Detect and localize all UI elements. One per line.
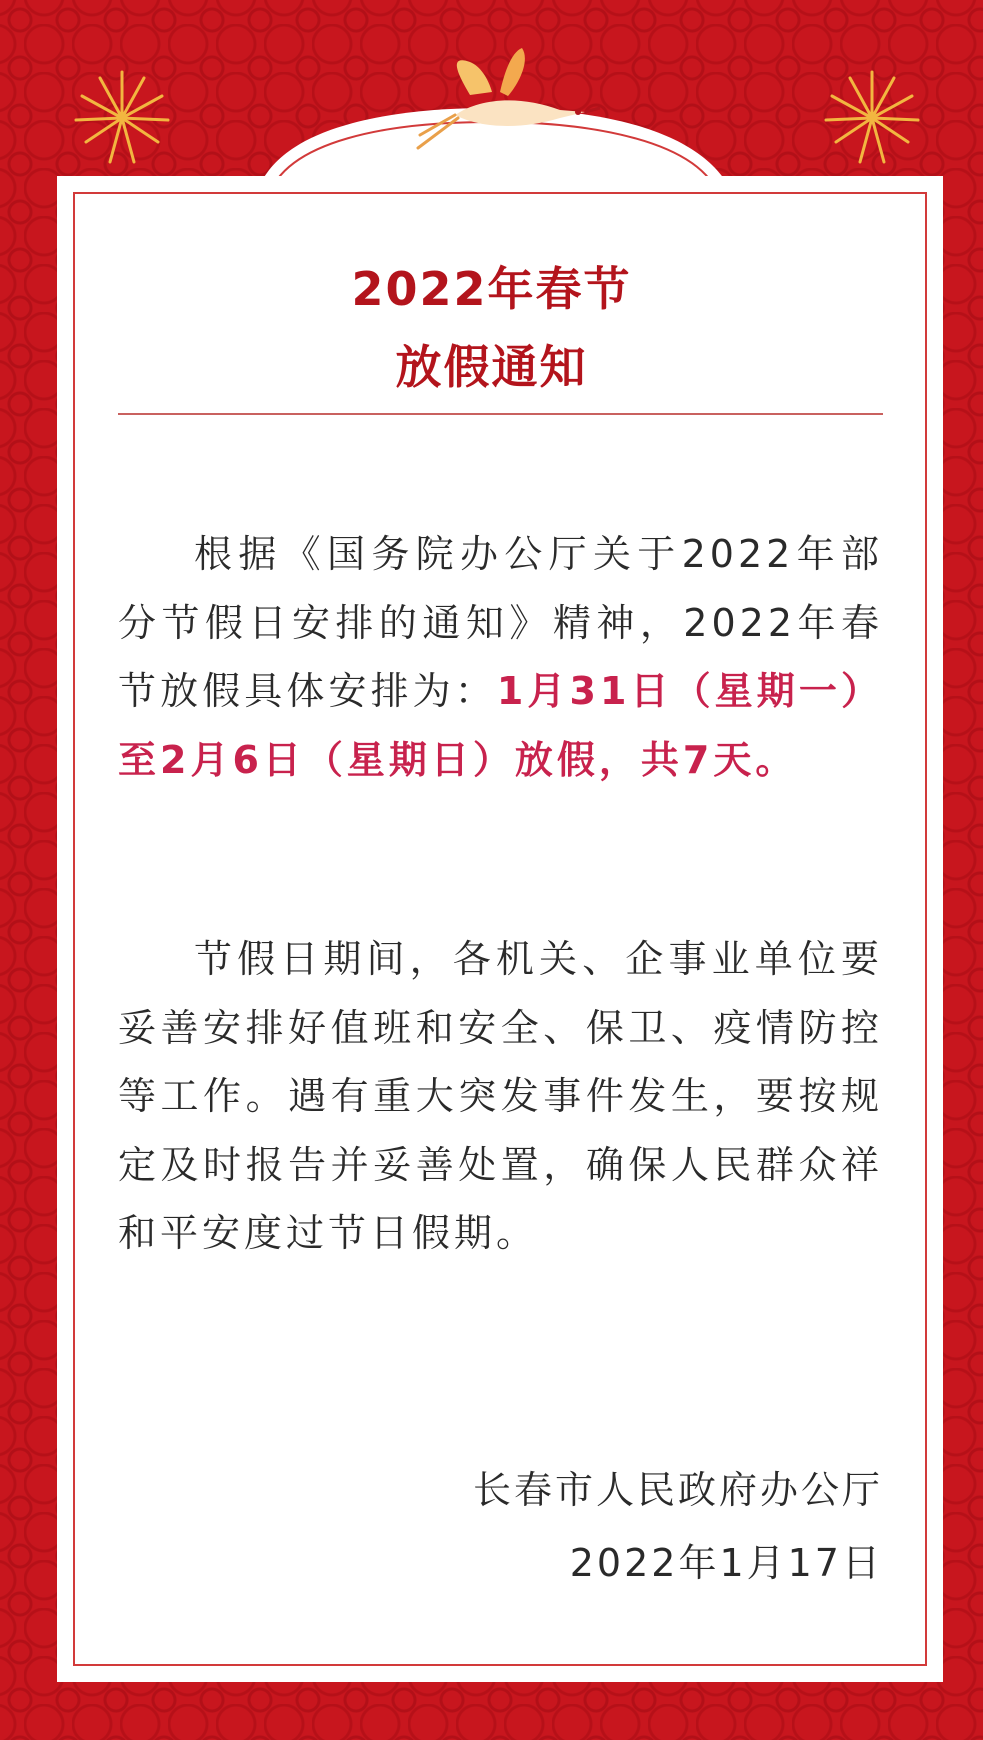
header-decoration (0, 0, 983, 200)
title-line-2: 放假通知 (395, 340, 588, 394)
page-title (0, 250, 983, 406)
issue-date: 2022年1月17日 (569, 1541, 883, 1585)
paragraph-schedule (118, 520, 883, 794)
title-divider (118, 413, 883, 415)
holiday-dates-highlight: 1月31日（星期一）至2月6日（星期日）放假，共7天。 (118, 669, 883, 782)
title-line-1: 2022年春节 (351, 262, 632, 316)
firework-icon (76, 72, 168, 162)
paragraph-duty: 节假日期间，各机关、企事业单位要妥善安排好值班和安全、保卫、疫情防控等工作。遇有重大突发事件发生，要按规定及时报告并妥善处置，确保人民群众祥和平安度过节日假期。 (118, 937, 883, 1255)
firework-icon (826, 72, 918, 162)
issuer-name: 长春市人民政府办公厅 (472, 1468, 883, 1512)
schedule-text: 根据《国务院办公厅关于2022年部分节假日安排的通知》精神，2022年春节放假具体安排为： (118, 532, 883, 713)
